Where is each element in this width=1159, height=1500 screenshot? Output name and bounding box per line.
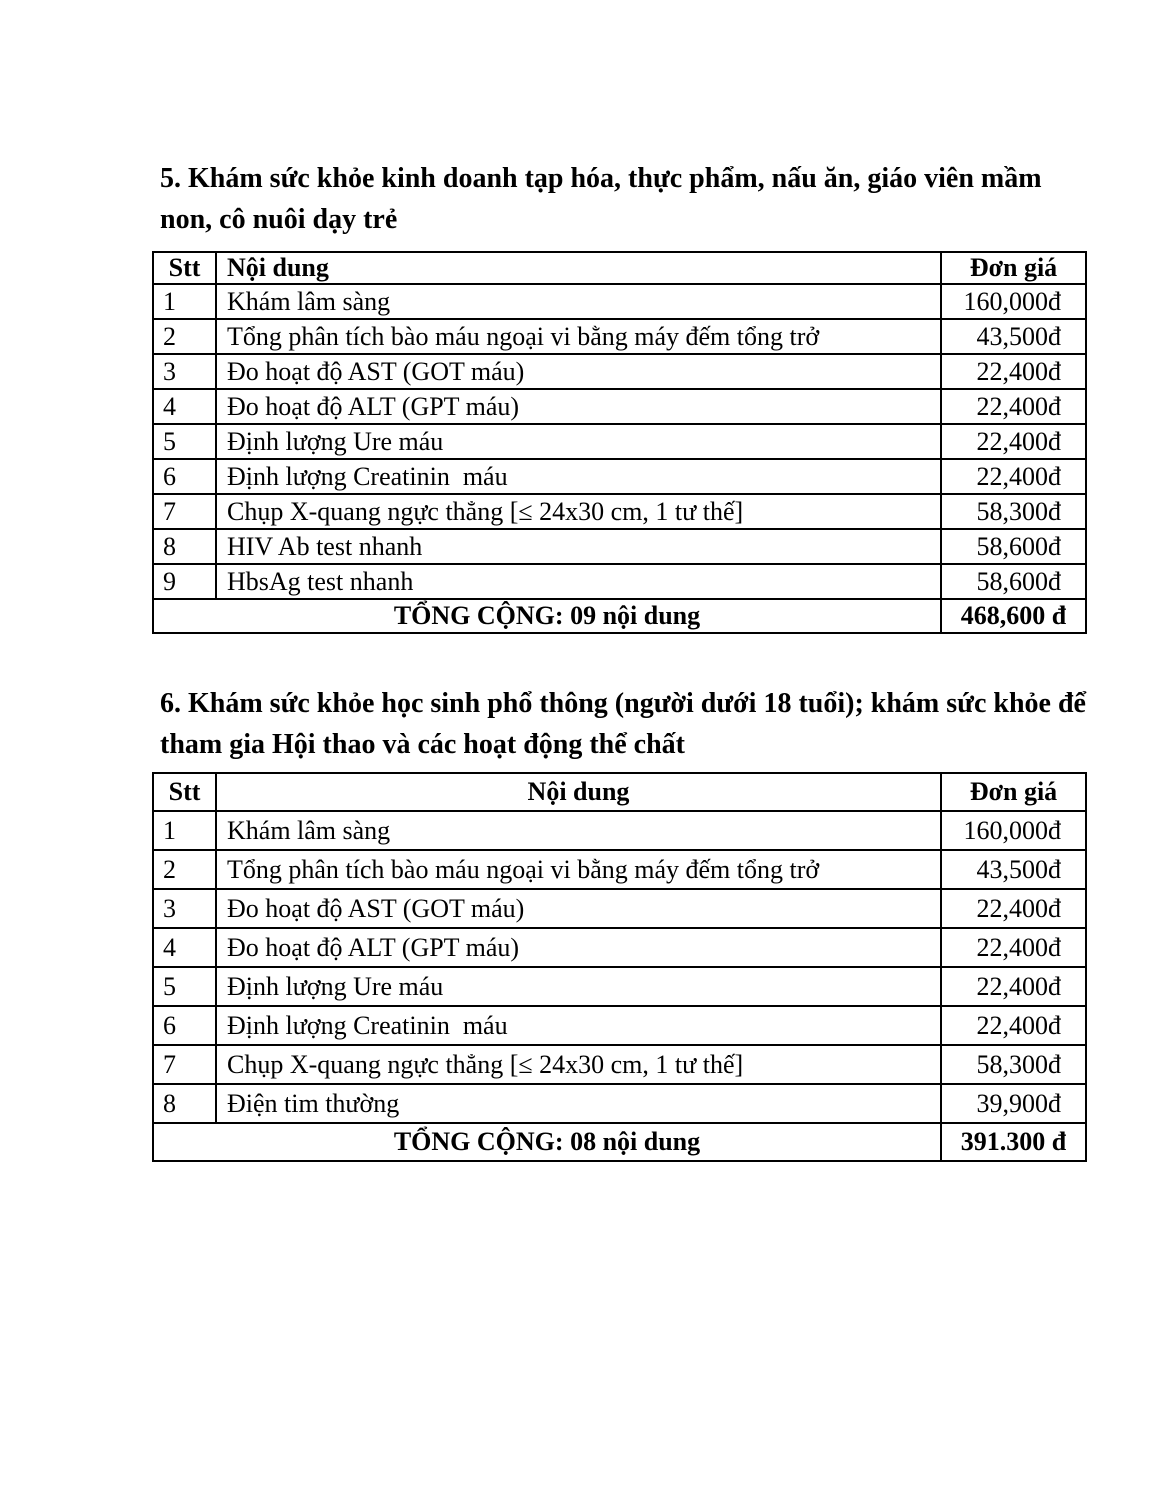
- service-name-cell: Định lượng Creatinin máu: [216, 1006, 941, 1045]
- table-header-row: [153, 773, 1086, 811]
- service-name-cell: Khám lâm sàng: [216, 284, 941, 319]
- row-number-cell: 2: [153, 319, 216, 354]
- table-row: [153, 1006, 1086, 1045]
- service-name-cell: Định lượng Creatinin máu: [216, 459, 941, 494]
- table-row: [153, 529, 1086, 564]
- service-name-cell: Đo hoạt độ AST (GOT máu): [216, 354, 941, 389]
- service-name-cell: Tổng phân tích bào máu ngoại vi bằng máy đếm tổng trở: [216, 319, 941, 354]
- price-cell: 22,400đ: [941, 967, 1086, 1006]
- service-name-cell: HbsAg test nhanh: [216, 564, 941, 599]
- column-header-noidung: Nội dung: [216, 252, 941, 284]
- total-label: TỔNG CỘNG: 08 nội dung: [153, 1123, 941, 1161]
- price-cell: 22,400đ: [941, 889, 1086, 928]
- column-header-stt: Stt: [153, 252, 216, 284]
- row-number-cell: 4: [153, 389, 216, 424]
- row-number-cell: 6: [153, 459, 216, 494]
- total-value: 468,600 đ: [941, 599, 1086, 633]
- row-number-cell: 3: [153, 889, 216, 928]
- row-number-cell: 2: [153, 850, 216, 889]
- table-row: [153, 564, 1086, 599]
- price-cell: 58,300đ: [941, 1045, 1086, 1084]
- row-number-cell: 1: [153, 284, 216, 319]
- section-6-price-table: [152, 772, 1087, 1162]
- table-row: [153, 850, 1086, 889]
- table-header-row: [153, 252, 1086, 284]
- column-header-dongia: Đơn giá: [941, 773, 1086, 811]
- row-number-cell: 6: [153, 1006, 216, 1045]
- price-cell: 39,900đ: [941, 1084, 1086, 1123]
- price-cell: 160,000đ: [941, 811, 1086, 850]
- table-total-row: [153, 599, 1086, 633]
- price-cell: 22,400đ: [941, 424, 1086, 459]
- table-row: [153, 354, 1086, 389]
- row-number-cell: 3: [153, 354, 216, 389]
- column-header-dongia: Đơn giá: [941, 252, 1086, 284]
- table-row: [153, 811, 1086, 850]
- price-cell: 22,400đ: [941, 389, 1086, 424]
- price-cell: 58,300đ: [941, 494, 1086, 529]
- table-row: [153, 319, 1086, 354]
- section-5-heading: 5. Khám sức khỏe kinh doanh tạp hóa, thực phẩm, nấu ăn, giáo viên mầm non, cô nuôi dạy trẻ: [160, 163, 1042, 235]
- table-row: [153, 424, 1086, 459]
- row-number-cell: 7: [153, 494, 216, 529]
- table-row: [153, 459, 1086, 494]
- price-cell: 22,400đ: [941, 459, 1086, 494]
- table-total-row: [153, 1123, 1086, 1161]
- price-cell: 58,600đ: [941, 529, 1086, 564]
- total-value: 391.300 đ: [941, 1123, 1086, 1161]
- row-number-cell: 5: [153, 967, 216, 1006]
- price-cell: 22,400đ: [941, 354, 1086, 389]
- table-row: [153, 889, 1086, 928]
- price-cell: 22,400đ: [941, 928, 1086, 967]
- row-number-cell: 1: [153, 811, 216, 850]
- price-cell: 58,600đ: [941, 564, 1086, 599]
- service-name-cell: Tổng phân tích bào máu ngoại vi bằng máy đếm tổng trở: [216, 850, 941, 889]
- column-header-stt: Stt: [153, 773, 216, 811]
- row-number-cell: 8: [153, 1084, 216, 1123]
- section-5-price-table: [152, 251, 1087, 634]
- table-row: [153, 494, 1086, 529]
- row-number-cell: 5: [153, 424, 216, 459]
- service-name-cell: HIV Ab test nhanh: [216, 529, 941, 564]
- table-row: [153, 1045, 1086, 1084]
- table-row: [153, 1084, 1086, 1123]
- service-name-cell: Đo hoạt độ ALT (GPT máu): [216, 928, 941, 967]
- service-name-cell: Điện tim thường: [216, 1084, 941, 1123]
- total-label: TỔNG CỘNG: 09 nội dung: [153, 599, 941, 633]
- price-cell: 43,500đ: [941, 319, 1086, 354]
- table-row: [153, 284, 1086, 319]
- row-number-cell: 8: [153, 529, 216, 564]
- section-6: [152, 683, 1087, 1162]
- service-name-cell: Định lượng Ure máu: [216, 424, 941, 459]
- column-header-noidung: Nội dung: [216, 773, 941, 811]
- price-cell: 43,500đ: [941, 850, 1086, 889]
- service-name-cell: Định lượng Ure máu: [216, 967, 941, 1006]
- price-cell: 160,000đ: [941, 284, 1086, 319]
- section-6-heading: 6. Khám sức khỏe học sinh phổ thông (người dưới 18 tuổi); khám sức khỏe để tham gia Hội thao và các hoạt động thể chất: [160, 688, 1086, 760]
- row-number-cell: 4: [153, 928, 216, 967]
- service-name-cell: Chụp X-quang ngực thẳng [≤ 24x30 cm, 1 tư thế]: [216, 494, 941, 529]
- service-name-cell: Đo hoạt độ ALT (GPT máu): [216, 389, 941, 424]
- section-5: [152, 158, 1087, 634]
- service-name-cell: Khám lâm sàng: [216, 811, 941, 850]
- row-number-cell: 7: [153, 1045, 216, 1084]
- table-row: [153, 967, 1086, 1006]
- service-name-cell: Chụp X-quang ngực thẳng [≤ 24x30 cm, 1 tư thế]: [216, 1045, 941, 1084]
- service-name-cell: Đo hoạt độ AST (GOT máu): [216, 889, 941, 928]
- price-cell: 22,400đ: [941, 1006, 1086, 1045]
- row-number-cell: 9: [153, 564, 216, 599]
- table-row: [153, 928, 1086, 967]
- table-row: [153, 389, 1086, 424]
